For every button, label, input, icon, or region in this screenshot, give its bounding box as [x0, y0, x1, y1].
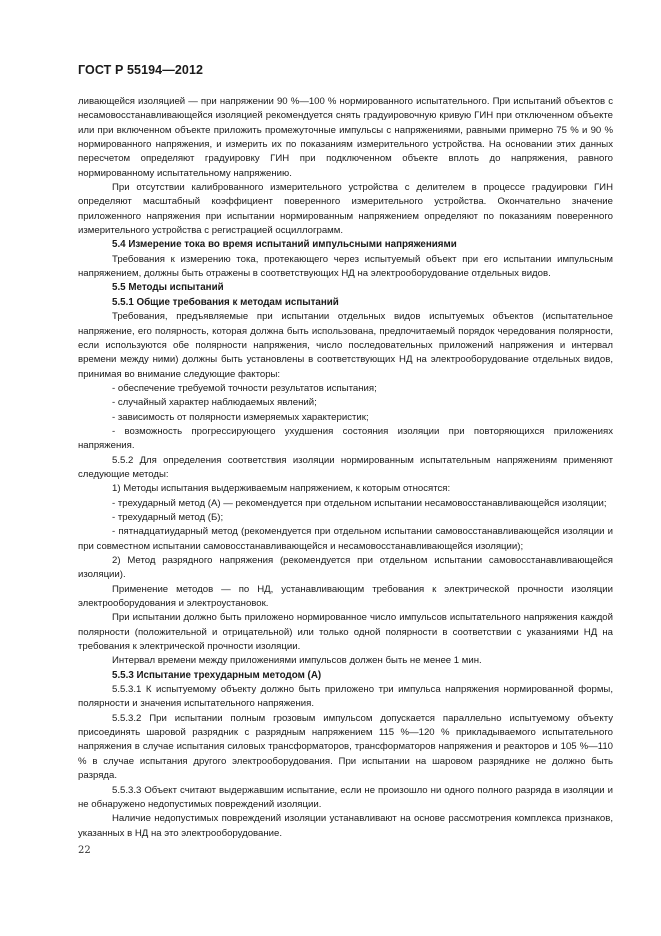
paragraph: 5.5.3.2 При испытании полным грозовым импульсом допускается параллельно испытуемому объекту присоединять шаровой разрядник с разрядным напряжением 115 %—120 % прикладываемого испытательного напряжения в случае испытания силовых трансформаторов, трансформаторов напряжения и реакторов и 105 %—110 % в случае испытания другого электрооборудования. При испытании на шаровом разряднике не должно быть разряда. — [78, 712, 613, 782]
paragraph: Требования к измерению тока, протекающего через испытуемый объект при его испытании импульсным напряжением, должны быть отражены в соответствующих НД на электрооборудование отдельных видов. — [78, 253, 613, 280]
list-item: 2) Метод разрядного напряжения (рекомендуется при отдельном испытании самовосстанавливающейся изоляции). — [78, 555, 613, 581]
page-number: 22 — [78, 845, 91, 856]
paragraph: Применение методов — по НД, устанавливающим требования к электрической прочности изоляции электрооборудования и электроустановок. — [78, 583, 613, 610]
paragraph: Наличие недопустимых повреждений изоляции устанавливают на основе рассмотрения комплекса признаков, указанных в НД на это электрооборудование. — [78, 813, 613, 839]
list-item: 1) Методы испытания выдерживаемым напряжением, к которым относятся: — [112, 483, 451, 495]
list-item: - трехударный метод (Б); — [112, 511, 224, 523]
paragraph: ливающейся изоляцией — при напряжении 90 %—100 % нормированного испытательного. При испытаний объектов с несамовосстанавливающейся изоляцией рекомендуется снять градуировочную кривую ГИН при отключенном объекте или при включенном объекте приложить промежуточные импульсы с напряжениями, равными примерно 75 % и 90 % нормированного напряжения, и измерить их по показаниям измерительного устройства. На основании этих данных пересчетом определяют градуировку ГИН при подключенном объекте вплоть до напряжения, равного нормированному испытательному напряжению. — [78, 96, 613, 179]
section-heading: 5.5.3 Испытание трехударным методом (А) — [112, 669, 322, 681]
paragraph: Интервал времени между приложениями импульсов должен быть не менее 1 мин. — [112, 655, 482, 667]
list-item: - пятнадцатиударный метод (рекомендуется при отдельном испытании самовосстанавливающейся изоляции и при совместном испытании самовосстанавливающейся и несамовосстанавливающейся изоляции); — [78, 526, 613, 552]
document-body — [78, 95, 613, 841]
paragraph: При отсутствии калиброванного измерительного устройства с делителем в процессе градуировки ГИН определяют масштабный коэффициент поверенного измерительного устройства. Окончательно значение приложенного напряжения при испытании нормированным напряжением определяют по показаниям поверенного измерительного устройства с регистрацией осциллограмм. — [78, 182, 613, 237]
document-header: ГОСТ Р 55194—2012 — [78, 63, 204, 77]
paragraph: 5.5.3.1 К испытуемому объекту должно быть приложено три импульса напряжения нормированной формы, полярности и значения испытательного напряжения. — [78, 684, 613, 710]
paragraph: При испытании должно быть приложено нормированное число импульсов испытательного напряжения каждой полярности (положительной и отрицательной) или только одной полярности в соответствии с указаниями НД на требования к электрической прочности изоляции. — [78, 612, 613, 653]
list-item: - случайный характер наблюдаемых явлений; — [112, 397, 317, 409]
paragraph: 5.5.2 Для определения соответствия изоляции нормированным испытательным напряжениям применяют следующие методы: — [78, 454, 613, 480]
list-item: - зависимость от полярности измеряемых характеристик; — [112, 411, 369, 423]
paragraph: 5.5.3.3 Объект считают выдержавшим испытание, если не произошло ни одного полного разряда в изоляции и не обнаружено недопустимых повреждений изоляции. — [78, 784, 613, 810]
section-heading: 5.5.1 Общие требования к методам испытаний — [112, 296, 339, 308]
section-heading: 5.4 Измерение тока во время испытаний импульсными напряжениями — [112, 239, 457, 251]
list-item: - трехударный метод (А) — рекомендуется при отдельном испытании несамовосстанавливающейся изоляции; — [112, 497, 607, 509]
section-heading: 5.5 Методы испытаний — [112, 282, 224, 294]
list-item: - обеспечение требуемой точности результатов испытания; — [112, 382, 377, 394]
list-item: - возможность прогрессирующего ухудшения состояния изоляции при повторяющихся приложениях напряжения. — [78, 425, 613, 452]
paragraph: Требования, предъявляемые при испытании отдельных видов испытуемых объектов (испытательное напряжение, его полярность, которая должна быть использована, предпочитаемый порядок чередования полярности, если используются обе полярности напряжения, число последовательных приложений напряжения и интервал времени между ними) должны быть установлены в соответствующих НД на электрооборудование отдельных видов, принимая во внимание следующие факторы: — [78, 311, 613, 380]
